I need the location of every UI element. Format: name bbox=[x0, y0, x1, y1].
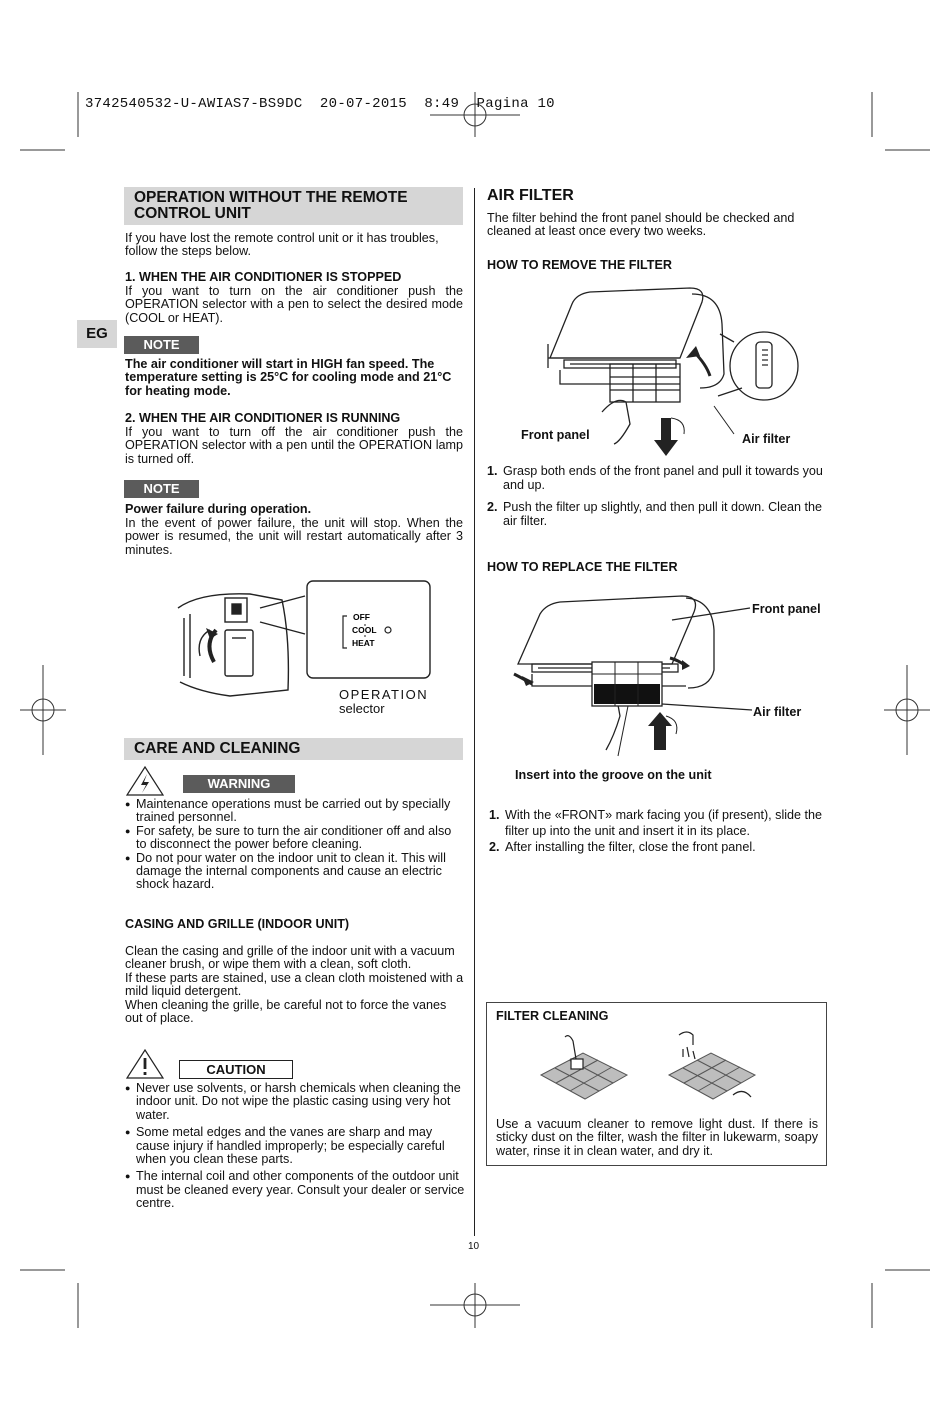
insert-groove-label: Insert into the groove on the unit bbox=[515, 768, 712, 782]
warning-list bbox=[125, 798, 465, 892]
selector-caption-2: selector bbox=[339, 701, 385, 716]
section-title-operation: OPERATION WITHOUT THE REMOTE CONTROL UNIT bbox=[124, 187, 463, 225]
page-number: 10 bbox=[468, 1241, 480, 1252]
casing-text-3: When cleaning the grille, be careful not to force the vanes out of place. bbox=[125, 998, 447, 1026]
section-title-care: CARE AND CLEANING bbox=[124, 738, 463, 760]
remove-front-panel-label: Front panel bbox=[521, 428, 590, 442]
caution-label: CAUTION bbox=[179, 1060, 293, 1079]
step-text: With the «FRONT» mark facing you (if present), slide the filter up into the unit and insert it in its place. bbox=[505, 808, 823, 838]
note2-text: In the event of power failure, the unit will stop. When the power is resumed, the unit will restart automatically after 3 minutes. bbox=[125, 516, 463, 557]
step-number: 1. bbox=[489, 808, 500, 822]
filter-cleaning-title: FILTER CLEANING bbox=[496, 1009, 609, 1023]
note-label-1: NOTE bbox=[124, 336, 199, 354]
remove-steps bbox=[487, 464, 827, 528]
caution-list bbox=[125, 1082, 465, 1211]
step1-text: If you want to turn on the air conditioner push the OPERATION selector with a pen to select the desired mode (COOL or HEAT). bbox=[125, 284, 463, 325]
operation-selector-illustration bbox=[170, 578, 435, 703]
step-number: 2. bbox=[489, 840, 500, 854]
air-filter-title: AIR FILTER bbox=[487, 187, 574, 204]
replace-air-filter-label: Air filter bbox=[753, 705, 802, 719]
casing-title: CASING AND GRILLE (INDOOR UNIT) bbox=[125, 917, 350, 931]
note2-title: Power failure during operation. bbox=[125, 502, 312, 516]
step1-title: 1. WHEN THE AIR CONDITIONER IS STOPPED bbox=[125, 270, 402, 284]
casing-text-1: Clean the casing and grille of the indoor unit with a vacuum cleaner brush, or wipe them with a clean, soft cloth. bbox=[125, 944, 455, 972]
selector-cool-label: COOL bbox=[352, 625, 377, 635]
warning-item: ● Maintenance operations must be carried out by specially trained personnel. bbox=[125, 798, 465, 825]
filter-cleaning-text: Use a vacuum cleaner to remove light dust. If there is sticky dust on the filter, wash the filter in lukewarm, soapy water, rinse it in clean water, and dry it. bbox=[496, 1117, 818, 1158]
caution-item: ● Some metal edges and the vanes are sharp and may cause injury if handled improperly; be especially careful when you clean these parts. bbox=[125, 1126, 465, 1166]
replace-title: HOW TO REPLACE THE FILTER bbox=[487, 560, 678, 574]
remove-title: HOW TO REMOVE THE FILTER bbox=[487, 258, 672, 272]
caution-item: ● Never use solvents, or harsh chemicals when cleaning the indoor unit. Do not wipe the plastic casing using very hot water. bbox=[125, 1082, 465, 1122]
warning-item: ● For safety, be sure to turn the air conditioner off and also to disconnect the power before cleaning. bbox=[125, 825, 465, 852]
selector-heat-label: HEAT bbox=[352, 638, 375, 648]
language-tab: EG bbox=[77, 320, 117, 348]
print-header: 3742540532-U-AWIAS7-BS9DC 20-07-2015 8:49 Pagina 10 bbox=[85, 96, 555, 112]
step-text: Push the filter up slightly, and then pull it down. Clean the air filter. bbox=[503, 500, 823, 528]
electric-warning-icon bbox=[125, 765, 165, 797]
replace-filter-illustration bbox=[510, 590, 760, 760]
casing-text-2: If these parts are stained, use a clean cloth moistened with a mild liquid detergent. bbox=[125, 971, 464, 999]
note-label-2: NOTE bbox=[124, 480, 199, 498]
step-text: Grasp both ends of the front panel and pull it towards you and up. bbox=[503, 464, 823, 492]
operation-intro: If you have lost the remote control unit or it has troubles, follow the steps below. bbox=[125, 231, 439, 259]
column-divider bbox=[474, 188, 475, 1236]
step-text: After installing the filter, close the front panel. bbox=[505, 840, 756, 854]
step-number: 1. bbox=[487, 464, 498, 478]
selector-caption-1: OPERATION bbox=[339, 687, 429, 702]
caution-item: ● The internal coil and other components of the outdoor unit must be cleaned every year. Consult your dealer or service centre. bbox=[125, 1170, 465, 1210]
filter-cleaning-illustration bbox=[537, 1027, 757, 1115]
step-number: 2. bbox=[487, 500, 498, 514]
remove-step bbox=[487, 464, 827, 492]
replace-step bbox=[489, 807, 829, 839]
replace-step bbox=[489, 839, 829, 855]
warning-item: ● Do not pour water on the indoor unit to clean it. This will damage the internal components and cause an electric shock hazard. bbox=[125, 852, 465, 892]
remove-step bbox=[487, 500, 827, 528]
warning-label: WARNING bbox=[183, 775, 295, 793]
replace-front-panel-label: Front panel bbox=[752, 602, 821, 616]
selector-off-label: OFF bbox=[353, 612, 370, 622]
step2-title: 2. WHEN THE AIR CONDITIONER IS RUNNING bbox=[125, 411, 401, 425]
note1-text: The air conditioner will start in HIGH fan speed. The temperature setting is 25°C for cooling mode and 21°C for heating mode. bbox=[125, 357, 452, 398]
filter-cleaning-box bbox=[486, 1002, 827, 1166]
step2-text: If you want to turn off the air conditioner push the OPERATION selector with a pen until the OPERATION lamp is turned off. bbox=[125, 425, 463, 466]
caution-icon bbox=[125, 1048, 165, 1080]
air-filter-intro: The filter behind the front panel should be checked and cleaned at least once every two weeks. bbox=[487, 211, 795, 239]
replace-steps bbox=[489, 807, 829, 855]
remove-air-filter-label: Air filter bbox=[742, 432, 791, 446]
